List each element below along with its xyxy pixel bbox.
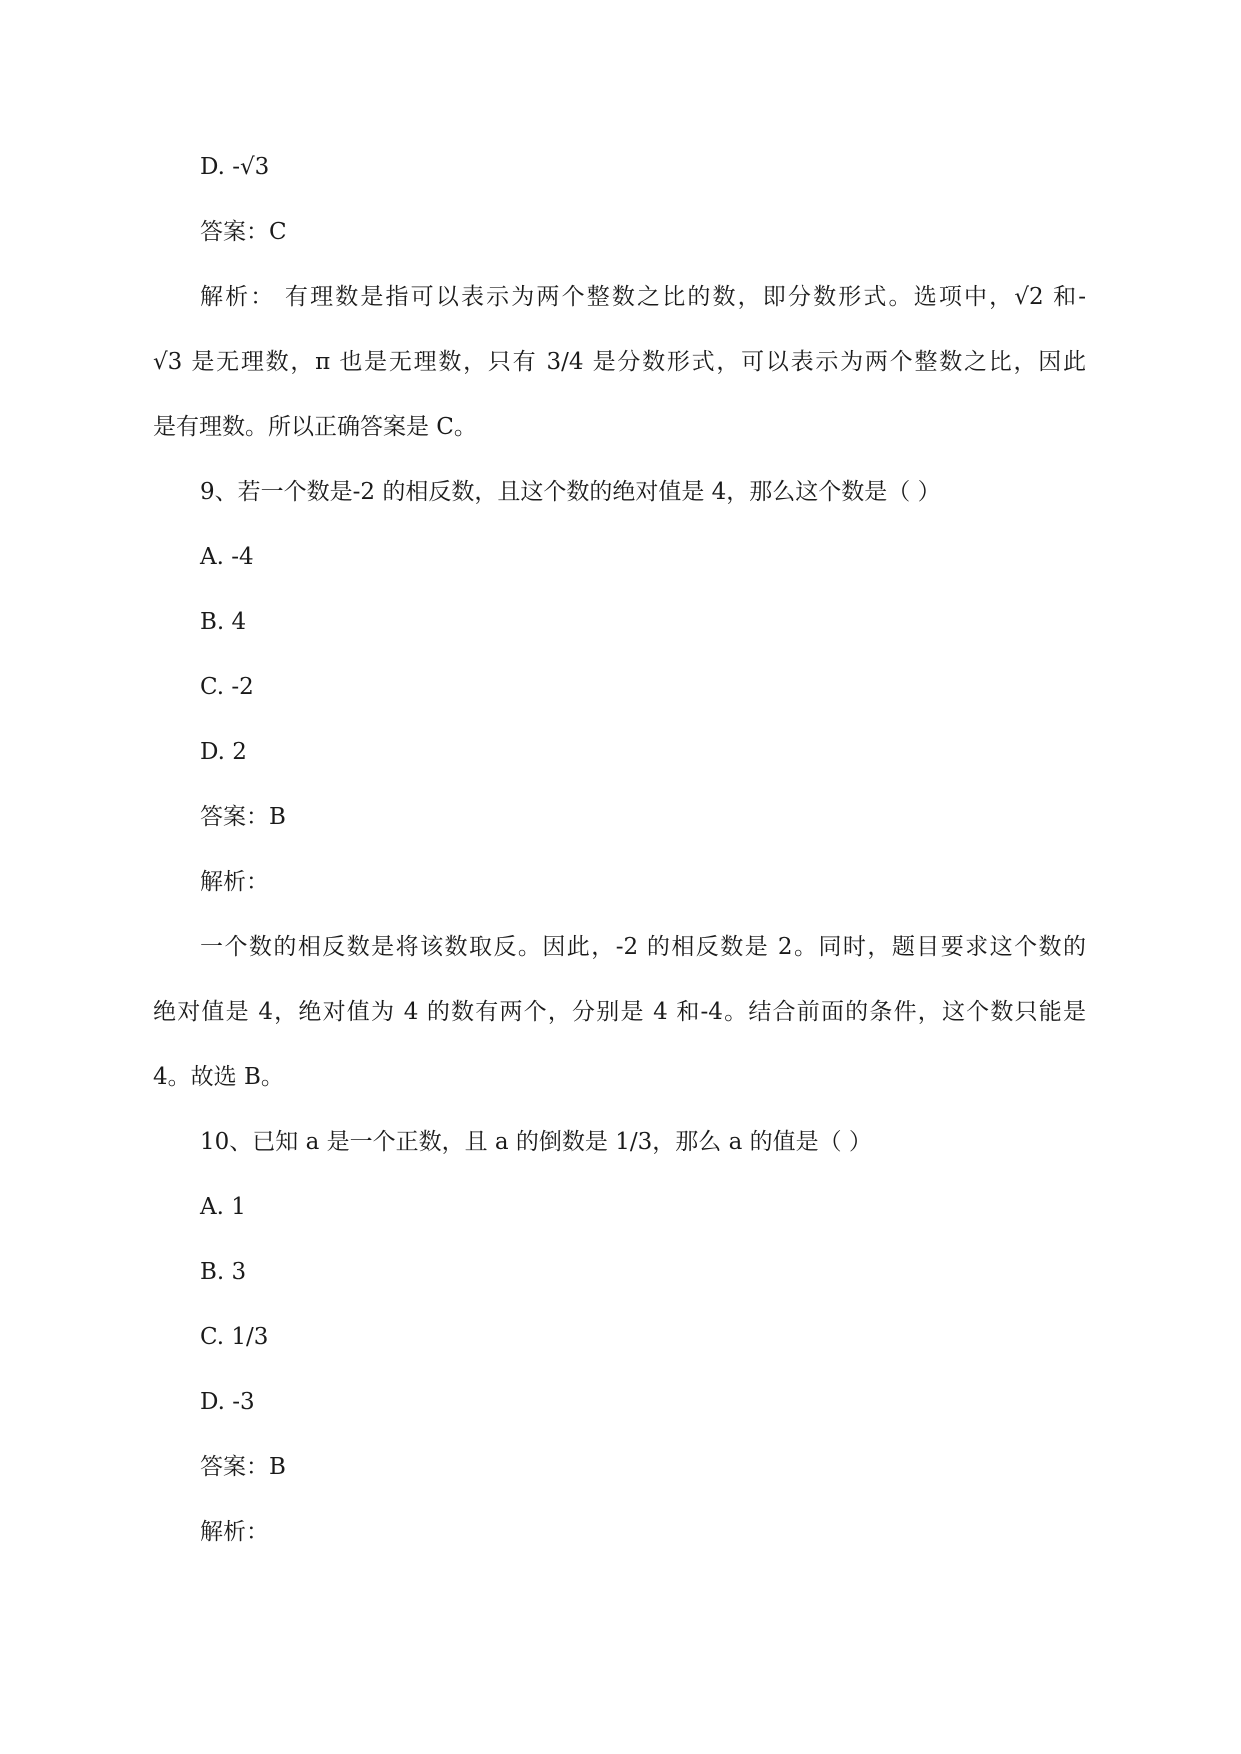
q10-option-d: D. -3 — [200, 1389, 255, 1415]
q10-option-c: C. 1/3 — [200, 1324, 269, 1350]
q9-analysis-label: 解析： — [200, 869, 269, 895]
prev-analysis-line-2: √3 是无理数，π 也是无理数，只有 3/4 是分数形式，可以表示为两个整数之比，因此 — [153, 349, 1086, 375]
q10-analysis-label: 解析： — [200, 1519, 269, 1545]
q9-analysis-line-3: 4。故选 B。 — [153, 1064, 284, 1090]
q9-answer: 答案：B — [200, 804, 286, 830]
q10-stem: 10、已知 a 是一个正数，且 a 的倒数是 1/3，那么 a 的值是（ ） — [200, 1129, 872, 1155]
q9-option-d: D. 2 — [200, 739, 247, 765]
prev-answer: 答案：C — [200, 219, 287, 245]
q9-option-c: C. -2 — [200, 674, 254, 700]
q9-analysis-line-1: 一个数的相反数是将该数取反。因此，-2 的相反数是 2。同时，题目要求这个数的 — [200, 934, 1086, 960]
q9-stem: 9、若一个数是-2 的相反数，且这个数的绝对值是 4，那么这个数是（ ） — [200, 479, 941, 505]
q9-option-b: B. 4 — [200, 609, 247, 635]
q10-option-a: A. 1 — [200, 1194, 246, 1220]
q9-option-a: A. -4 — [200, 544, 254, 570]
prev-analysis-line-3: 是有理数。所以正确答案是 C。 — [153, 414, 477, 440]
prev-analysis-line-1: 解析： 有理数是指可以表示为两个整数之比的数，即分数形式。选项中，√2 和- — [200, 284, 1086, 310]
q10-option-b: B. 3 — [200, 1259, 247, 1285]
q9-analysis-line-2: 绝对值是 4，绝对值为 4 的数有两个，分别是 4 和-4。结合前面的条件，这个数只能是 — [153, 999, 1086, 1025]
prev-option-d: D. -√3 — [200, 154, 270, 180]
q10-answer: 答案：B — [200, 1454, 286, 1480]
